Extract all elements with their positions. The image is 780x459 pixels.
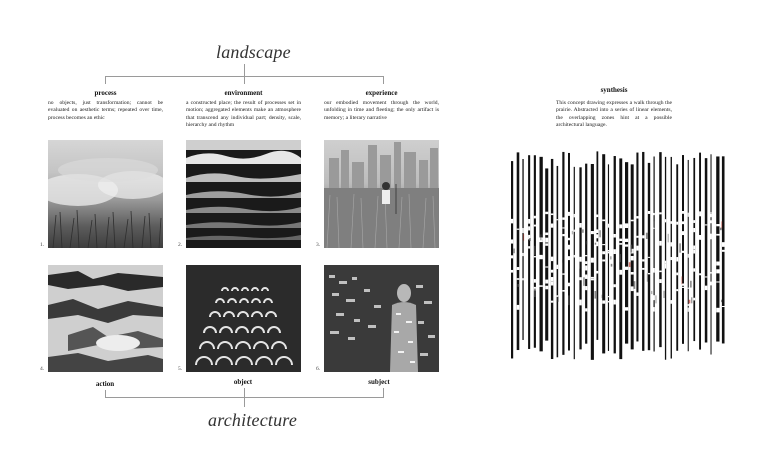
concept-gap bbox=[511, 239, 513, 243]
concept-gap bbox=[574, 255, 575, 258]
concept-texture bbox=[691, 297, 692, 303]
concept-gap bbox=[551, 277, 553, 281]
concept-line bbox=[608, 164, 609, 351]
concept-gap bbox=[614, 234, 616, 238]
concept-line bbox=[517, 152, 520, 350]
concept-gap bbox=[648, 273, 650, 274]
concept-gap bbox=[522, 253, 523, 256]
image-number-1: 1. bbox=[40, 242, 45, 248]
concept-line bbox=[528, 155, 530, 349]
concept-gap bbox=[568, 283, 570, 287]
concept-gap bbox=[688, 304, 689, 306]
concept-gap bbox=[585, 286, 587, 290]
concept-gap bbox=[551, 270, 553, 273]
concept-gap bbox=[528, 219, 530, 224]
concept-gap bbox=[517, 305, 520, 310]
concept-gap bbox=[625, 239, 628, 242]
concept-gap bbox=[671, 221, 672, 224]
concept-texture bbox=[540, 234, 541, 240]
concept-gap bbox=[568, 256, 570, 260]
concept-line bbox=[716, 156, 719, 341]
concept-gap bbox=[711, 236, 712, 239]
title-architecture: architecture bbox=[208, 410, 298, 430]
concept-gap bbox=[699, 235, 701, 239]
concept-gap bbox=[665, 261, 666, 264]
concept-texture bbox=[595, 243, 596, 245]
concept-gap bbox=[517, 278, 520, 280]
concept-texture bbox=[633, 281, 635, 289]
concept-line bbox=[665, 157, 666, 360]
concept-gap bbox=[619, 270, 622, 275]
concept-drawing bbox=[508, 151, 726, 361]
concept-texture bbox=[529, 238, 531, 241]
concept-texture bbox=[558, 297, 559, 302]
concept-gap bbox=[654, 307, 655, 311]
concept-gap bbox=[631, 286, 634, 291]
concept-gap bbox=[636, 292, 638, 295]
concept-line bbox=[614, 156, 616, 353]
heading-experience: experience bbox=[365, 89, 398, 97]
concept-gap bbox=[568, 245, 570, 250]
concept-gap bbox=[705, 224, 708, 225]
concept-line bbox=[682, 155, 684, 344]
concept-gap bbox=[568, 212, 570, 216]
concept-gap bbox=[551, 224, 553, 228]
bracket-tick-left bbox=[105, 76, 106, 84]
concept-gap bbox=[716, 281, 719, 282]
concept-gap bbox=[602, 220, 605, 222]
label-action: action bbox=[95, 380, 115, 388]
concept-gap bbox=[682, 287, 684, 288]
concept-gap bbox=[636, 236, 638, 238]
concept-gap bbox=[545, 243, 548, 245]
concept-gap bbox=[557, 265, 559, 269]
image-number-4: 4. bbox=[40, 366, 45, 372]
image-environment-waves bbox=[186, 140, 301, 248]
image-action-ice bbox=[48, 265, 163, 372]
concept-gap bbox=[517, 229, 520, 230]
concept-gap bbox=[545, 286, 548, 290]
concept-gap bbox=[705, 286, 708, 290]
concept-texture bbox=[568, 295, 569, 305]
concept-texture bbox=[720, 228, 722, 231]
concept-line bbox=[540, 157, 543, 352]
concept-gap bbox=[619, 239, 622, 241]
concept-gap bbox=[534, 279, 536, 283]
concept-line bbox=[574, 167, 575, 359]
concept-gap bbox=[631, 272, 634, 275]
concept-gap bbox=[597, 234, 599, 238]
heading-synthesis: synthesis bbox=[600, 86, 628, 94]
concept-gap bbox=[511, 270, 513, 273]
concept-gap bbox=[642, 259, 644, 261]
concept-gap bbox=[579, 223, 581, 228]
concept-gap bbox=[602, 259, 605, 261]
concept-gap bbox=[716, 269, 719, 273]
concept-gap bbox=[614, 249, 616, 254]
concept-gap bbox=[716, 224, 719, 226]
bracket-tick-bottom-right bbox=[383, 388, 384, 397]
concept-gap bbox=[711, 282, 712, 286]
concept-gap bbox=[574, 230, 575, 232]
concept-gap bbox=[682, 221, 684, 224]
label-subject: subject bbox=[368, 378, 390, 386]
concept-texture bbox=[668, 234, 669, 243]
concept-gap bbox=[636, 246, 638, 251]
concept-gap bbox=[671, 242, 672, 246]
concept-gap bbox=[608, 224, 609, 228]
heading-process: process bbox=[94, 89, 117, 97]
concept-gap bbox=[699, 211, 701, 216]
concept-gap bbox=[682, 283, 684, 285]
concept-gap bbox=[557, 219, 559, 220]
concept-gap bbox=[654, 296, 655, 300]
concept-gap bbox=[693, 246, 695, 250]
concept-gap bbox=[625, 244, 628, 246]
concept-gap bbox=[711, 214, 712, 217]
concept-gap bbox=[659, 212, 661, 214]
concept-texture bbox=[587, 241, 588, 244]
concept-gap bbox=[614, 300, 616, 305]
concept-texture bbox=[646, 233, 648, 239]
concept-gap bbox=[614, 284, 616, 287]
concept-line bbox=[568, 153, 570, 351]
concept-texture bbox=[654, 221, 655, 228]
text-process: no objects, just transformation; cannot be evaluated on aesthetic terms; repeated over time, process becomes an ethic bbox=[48, 100, 163, 121]
concept-gap bbox=[579, 300, 581, 303]
concept-gap bbox=[688, 308, 689, 312]
concept-gap bbox=[693, 249, 695, 253]
concept-gap bbox=[545, 233, 548, 236]
concept-texture bbox=[619, 254, 621, 262]
concept-gap bbox=[676, 257, 678, 261]
concept-line bbox=[705, 158, 708, 342]
concept-gap bbox=[602, 244, 605, 245]
concept-gap bbox=[585, 308, 587, 311]
text-experience: our embodied movement through the world, unfolding in time and fleeting; the only artifact is memory; a literary narrative bbox=[324, 100, 439, 121]
concept-gap bbox=[693, 228, 695, 232]
concept-texture bbox=[629, 262, 631, 267]
concept-line bbox=[522, 159, 523, 340]
concept-gap bbox=[597, 229, 599, 233]
concept-gap bbox=[585, 255, 587, 256]
concept-gap bbox=[568, 238, 570, 240]
concept-line bbox=[625, 162, 628, 343]
concept-gap bbox=[545, 280, 548, 284]
concept-gap bbox=[517, 267, 520, 270]
concept-gap bbox=[665, 219, 666, 221]
concept-gap bbox=[528, 226, 530, 230]
concept-gap bbox=[659, 279, 661, 283]
concept-texture bbox=[647, 273, 648, 281]
concept-line bbox=[562, 152, 564, 355]
concept-gap bbox=[534, 256, 536, 257]
concept-gap bbox=[551, 213, 553, 215]
concept-gap bbox=[671, 300, 672, 304]
concept-texture bbox=[611, 264, 613, 267]
concept-texture bbox=[583, 277, 584, 286]
concept-gap bbox=[705, 276, 708, 277]
concept-texture bbox=[630, 245, 632, 253]
concept-gap bbox=[597, 215, 599, 218]
concept-gap bbox=[579, 257, 581, 262]
concept-texture bbox=[517, 284, 519, 287]
concept-gap bbox=[631, 256, 634, 260]
concept-texture bbox=[610, 256, 611, 259]
concept-texture bbox=[523, 234, 524, 241]
concept-gap bbox=[591, 258, 594, 263]
concept-gap bbox=[682, 231, 684, 235]
concept-gap bbox=[693, 298, 695, 301]
concept-line bbox=[648, 163, 650, 350]
concept-gap bbox=[654, 213, 655, 215]
concept-gap bbox=[699, 273, 701, 275]
image-subject-light-figure bbox=[324, 265, 439, 372]
concept-gap bbox=[585, 261, 587, 264]
image-process-burning-prairie bbox=[48, 140, 163, 248]
concept-gap bbox=[562, 234, 564, 236]
concept-line bbox=[557, 166, 559, 357]
concept-line bbox=[699, 153, 701, 350]
image-object-towers bbox=[186, 265, 301, 372]
concept-gap bbox=[528, 246, 530, 248]
concept-texture bbox=[534, 246, 535, 255]
text-environment: a constructed place; the result of processes set in motion; aggregated elements make an atmosphere that transcend any individual part; density, scale, hierarchy and rhythm bbox=[186, 100, 301, 129]
concept-gap bbox=[648, 257, 650, 258]
concept-gap bbox=[562, 217, 564, 219]
concept-texture bbox=[579, 262, 580, 269]
concept-gap bbox=[625, 267, 628, 270]
concept-gap bbox=[591, 279, 594, 281]
concept-gap bbox=[534, 216, 536, 219]
concept-gap bbox=[659, 241, 661, 246]
concept-texture bbox=[572, 231, 573, 234]
concept-line bbox=[654, 156, 655, 351]
concept-gap bbox=[659, 271, 661, 273]
concept-gap bbox=[682, 211, 684, 214]
concept-gap bbox=[579, 277, 581, 280]
concept-gap bbox=[540, 285, 543, 287]
concept-texture bbox=[689, 300, 691, 304]
concept-gap bbox=[711, 272, 712, 273]
concept-gap bbox=[545, 266, 548, 267]
concept-gap bbox=[562, 273, 564, 274]
bracket-stem-bottom bbox=[244, 397, 245, 407]
concept-texture bbox=[594, 291, 596, 299]
concept-line bbox=[659, 152, 661, 347]
image-number-3: 3. bbox=[316, 242, 321, 248]
concept-gap bbox=[676, 222, 678, 225]
concept-gap bbox=[711, 220, 712, 223]
concept-gap bbox=[597, 242, 599, 247]
concept-texture bbox=[656, 295, 657, 303]
concept-texture bbox=[721, 300, 722, 302]
concept-texture bbox=[513, 249, 514, 254]
image-number-6: 6. bbox=[316, 366, 321, 372]
concept-gap bbox=[540, 256, 543, 259]
concept-texture bbox=[690, 281, 692, 288]
concept-gap bbox=[688, 213, 689, 217]
concept-gap bbox=[602, 300, 605, 303]
concept-gap bbox=[665, 264, 666, 269]
concept-gap bbox=[545, 212, 548, 214]
concept-gap bbox=[636, 216, 638, 218]
concept-gap bbox=[711, 212, 712, 213]
concept-gap bbox=[591, 277, 594, 279]
bracket-stem-top bbox=[244, 64, 245, 76]
bracket-tick-right bbox=[383, 76, 384, 84]
concept-gap bbox=[608, 251, 609, 253]
concept-gap bbox=[654, 268, 655, 273]
concept-gap bbox=[522, 278, 523, 280]
concept-line bbox=[711, 154, 712, 354]
concept-gap bbox=[602, 251, 605, 254]
concept-gap bbox=[716, 308, 719, 313]
concept-gap bbox=[722, 243, 725, 245]
bracket-tick-bottom-middle bbox=[244, 388, 245, 397]
concept-texture bbox=[602, 295, 603, 298]
concept-drawing-lines bbox=[508, 151, 726, 361]
concept-gap bbox=[551, 257, 553, 261]
concept-gap bbox=[716, 234, 719, 236]
concept-gap bbox=[522, 228, 523, 233]
concept-texture bbox=[679, 243, 681, 252]
image-number-2: 2. bbox=[178, 242, 183, 248]
concept-gap bbox=[722, 250, 725, 252]
concept-texture bbox=[651, 291, 652, 294]
concept-gap bbox=[642, 268, 644, 270]
concept-texture bbox=[534, 289, 536, 297]
concept-gap bbox=[693, 268, 695, 271]
concept-texture bbox=[682, 276, 683, 284]
concept-gap bbox=[551, 282, 553, 286]
concept-gap bbox=[545, 238, 548, 243]
concept-gap bbox=[648, 211, 650, 214]
bracket-tick-bottom-left bbox=[105, 390, 106, 397]
concept-gap bbox=[676, 289, 678, 291]
title-landscape: landscape bbox=[216, 42, 291, 62]
concept-gap bbox=[511, 255, 513, 258]
concept-gap bbox=[619, 224, 622, 228]
concept-gap bbox=[608, 301, 609, 302]
concept-gap bbox=[625, 307, 628, 310]
concept-line bbox=[642, 152, 644, 351]
concept-gap bbox=[688, 288, 689, 289]
concept-gap bbox=[562, 290, 564, 292]
concept-gap bbox=[676, 273, 678, 276]
concept-gap bbox=[682, 251, 684, 253]
concept-gap bbox=[551, 301, 553, 303]
concept-gap bbox=[693, 220, 695, 223]
concept-gap bbox=[591, 231, 594, 234]
concept-gap bbox=[608, 250, 609, 251]
concept-texture bbox=[663, 291, 664, 298]
image-experience-field-city bbox=[324, 140, 439, 248]
concept-gap bbox=[642, 235, 644, 238]
heading-environment: environment bbox=[224, 89, 263, 97]
concept-gap bbox=[562, 227, 564, 228]
concept-gap bbox=[585, 266, 587, 271]
concept-gap bbox=[534, 225, 536, 227]
concept-line bbox=[585, 164, 587, 344]
concept-gap bbox=[631, 220, 634, 222]
concept-gap bbox=[619, 243, 622, 245]
concept-texture bbox=[721, 221, 722, 228]
concept-texture bbox=[599, 230, 600, 237]
concept-gap bbox=[608, 296, 609, 297]
bracket-tick-middle bbox=[244, 76, 245, 84]
concept-gap bbox=[597, 271, 599, 274]
image-number-5: 5. bbox=[178, 366, 183, 372]
concept-line bbox=[511, 161, 513, 358]
label-object: object bbox=[233, 378, 253, 386]
concept-gap bbox=[585, 276, 587, 279]
text-synthesis: This concept drawing expresses a walk through the prairie. Abstracted into a series of linear elements, the overlapping zones hint at a possible architectural language. bbox=[556, 100, 672, 129]
concept-gap bbox=[716, 262, 719, 266]
concept-gap bbox=[688, 254, 689, 258]
concept-texture bbox=[562, 260, 563, 263]
concept-gap bbox=[511, 219, 513, 224]
concept-gap bbox=[722, 306, 725, 307]
concept-line bbox=[545, 168, 548, 340]
concept-gap bbox=[671, 257, 672, 260]
concept-texture bbox=[582, 229, 584, 232]
concept-gap bbox=[625, 223, 628, 226]
concept-gap bbox=[574, 214, 575, 217]
